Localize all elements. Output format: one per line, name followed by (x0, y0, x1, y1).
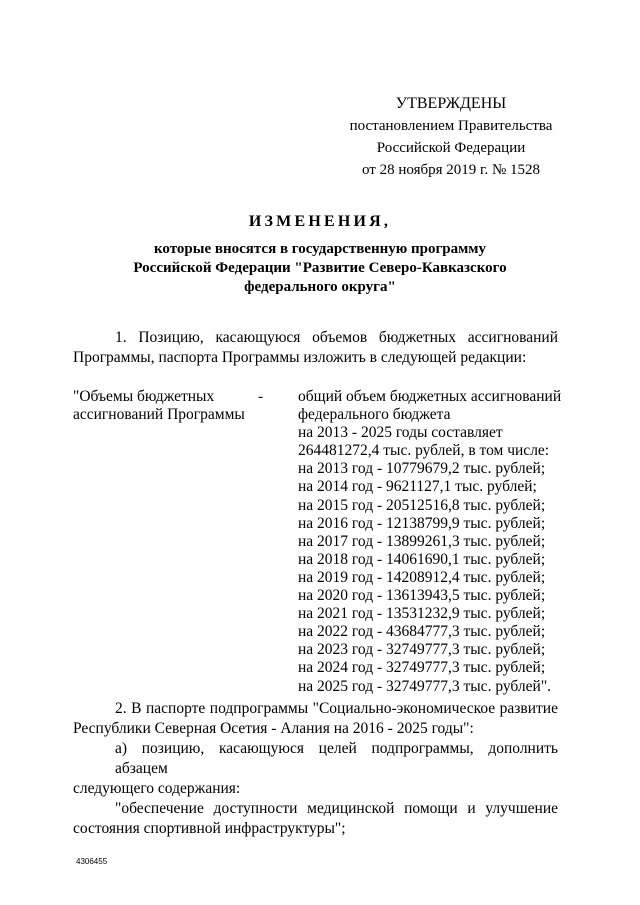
budget-line: на 2013 - 2025 годы составляет (298, 424, 503, 442)
budget-line: на 2014 год - 9621127,1 тыс. рублей; (298, 478, 537, 496)
document-code: 4306455 (76, 857, 108, 866)
budget-line: на 2018 год - 14061690,1 тыс. рублей; (298, 550, 546, 568)
budget-label-line: "Объемы бюджетных (73, 388, 215, 405)
budget-line: на 2025 год - 32749777,3 тыс. рублей". (298, 677, 552, 695)
budget-line: на 2021 год - 13531232,9 тыс. рублей; (298, 605, 546, 623)
document-title: ИЗМЕНЕНИЯ, (248, 213, 392, 230)
paragraph-line: "обеспечение доступности медицинской помощи и улучшение (115, 800, 558, 817)
section-2-paragraph (73, 699, 558, 839)
budget-line: на 2017 год - 13899261,3 тыс. рублей; (298, 532, 546, 550)
approval-line: постановлением Правительства (349, 118, 553, 134)
budget-line: на 2023 год - 32749777,3 тыс. рублей; (298, 641, 546, 659)
document-subtitle (0, 240, 640, 297)
paragraph-line: 1. Позицию, касающуюся объемов бюджетных ассигнований (115, 329, 558, 346)
section-1-paragraph (73, 328, 558, 368)
subtitle-line: Российской Федерации "Развитие Северо-Кавказского (133, 260, 507, 276)
approval-date-line: от 28 ноября 2019 г. № 1528 (361, 162, 541, 178)
paragraph-line: Программы, паспорта Программы изложить в следующей редакции: (73, 349, 527, 366)
budget-line: на 2016 год - 12138799,9 тыс. рублей; (298, 514, 546, 532)
budget-line: на 2015 год - 20512516,8 тыс. рублей; (298, 496, 546, 514)
budget-values (298, 388, 562, 696)
paragraph-line: Республики Северная Осетия - Алания на 2016 - 2025 годы": (73, 720, 474, 737)
budget-line: на 2022 год - 43684777,3 тыс. рублей; (298, 623, 546, 641)
budget-label-line: ассигнований Программы (73, 406, 245, 423)
subtitle-line: федерального округа" (244, 279, 396, 295)
budget-label (73, 388, 253, 424)
approval-block (346, 93, 556, 181)
paragraph-line: состояния спортивной инфраструктуры"; (73, 820, 346, 837)
approval-line: Российской Федерации (376, 140, 526, 156)
budget-line: на 2013 год - 10779679,2 тыс. рублей; (298, 460, 546, 478)
budget-dash: - (258, 388, 264, 405)
paragraph-line: следующего содержания: (73, 780, 241, 797)
budget-line: на 2020 год - 13613943,5 тыс. рублей; (298, 587, 546, 605)
paragraph-line: 2. В паспорте подпрограммы "Социально-экономическое развитие (115, 700, 558, 717)
budget-line: на 2019 год - 14208912,4 тыс. рублей; (298, 568, 546, 586)
subtitle-line: которые вносятся в государственную программу (153, 241, 487, 257)
budget-line: на 2024 год - 32749777,3 тыс. рублей; (298, 659, 546, 677)
budget-line: общий объем бюджетных ассигнований (298, 388, 562, 405)
paragraph-line: а) позицию, касающуюся целей подпрограммы, дополнить абзацем (115, 740, 558, 777)
budget-line: федерального бюджета (298, 406, 451, 424)
approval-title: УТВЕРЖДЕНЫ (395, 95, 507, 112)
budget-line: 264481272,4 тыс. рублей, в том числе: (298, 442, 550, 460)
